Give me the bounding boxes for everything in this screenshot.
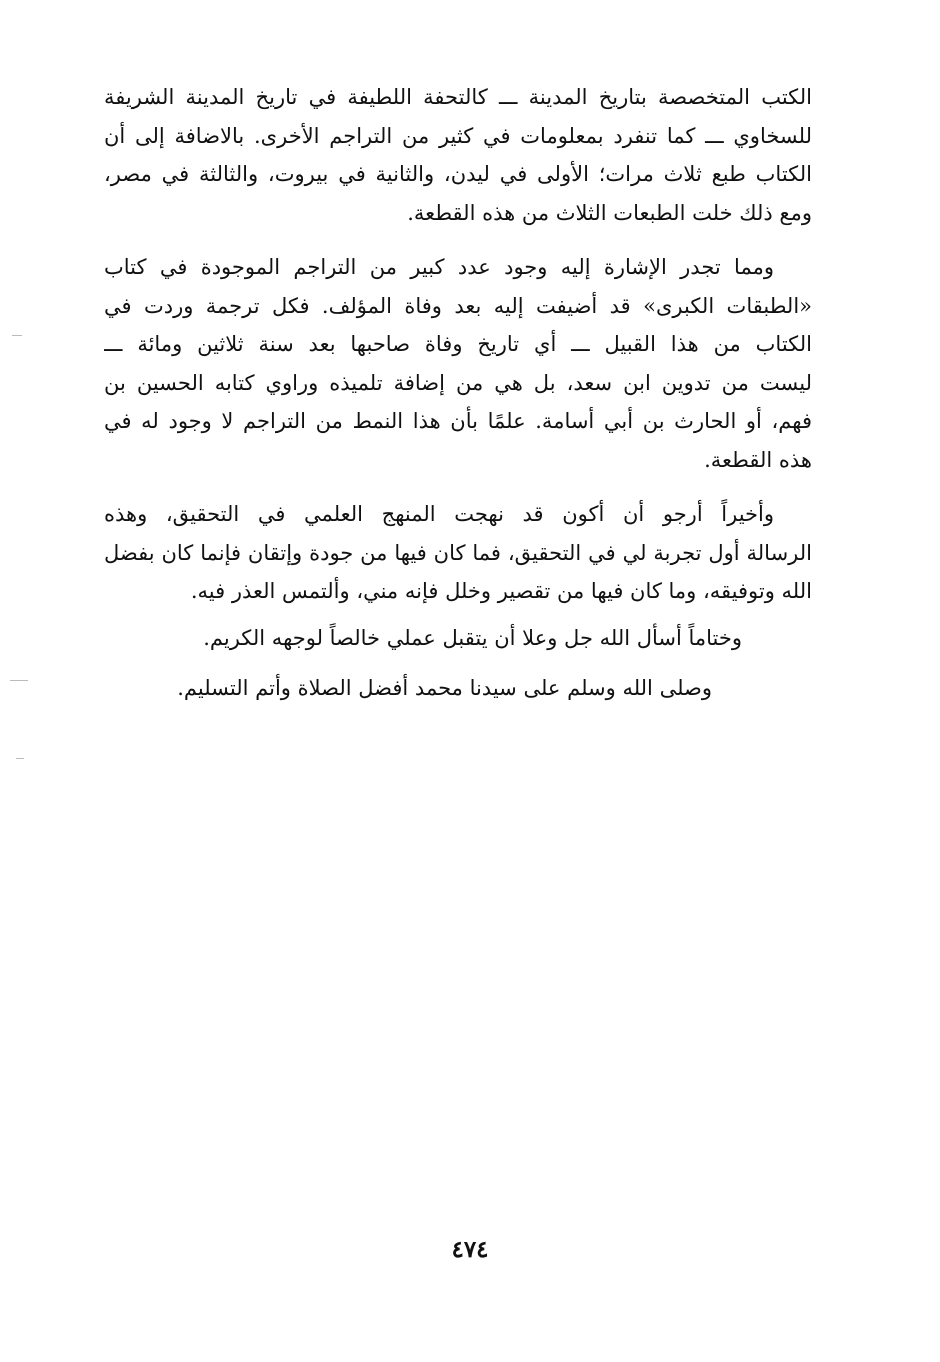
- text-line: الكتب المتخصصة بتاريخ المدينة ـــ كالتحفة اللطيفة في تاريخ المدينة الشريفة: [104, 85, 812, 109]
- closing-prayer: [104, 619, 812, 708]
- text-line: ومما تجدر الإشارة إليه وجود عدد كبير من التراجم الموجودة في كتاب: [104, 255, 774, 279]
- paragraph-additions: [104, 248, 812, 479]
- text-line: فهم، أو الحارث بن أبي أسامة. علمًا بأن هذا النمط من التراجم لا وجود له في: [104, 409, 812, 433]
- paragraph-conclusion: [104, 495, 812, 611]
- text-line: للسخاوي ـــ كما تنفرد بمعلومات في كثير من التراجم الأخرى. بالاضافة إلى أن: [104, 123, 812, 148]
- text-line: الله وتوفيقه، وما كان فيها من تقصير وخلل فإنه مني، وألتمس العذر فيه.: [190, 579, 812, 603]
- paragraph-sources: [104, 78, 812, 232]
- closing-line: وصلى الله وسلم على سيدنا محمد أفضل الصلاة وأتم التسليم.: [177, 676, 712, 700]
- text-line: «الطبقات الكبرى» قد أضيفت إليه بعد وفاة المؤلف. فكل ترجمة وردت في: [104, 293, 812, 318]
- text-line: وأخيراً أرجو أن أكون قد نهجت المنهج العلمي في التحقيق، وهذه: [104, 502, 774, 526]
- text-line: ومع ذلك خلت الطبعات الثلاث من هذه القطعة.: [407, 200, 812, 225]
- closing-line: وختاماً أسأل الله جل وعلا أن يتقبل عملي خالصاً لوجهه الكريم.: [203, 625, 742, 650]
- body-text: [104, 78, 812, 708]
- scan-mark: [16, 758, 24, 759]
- page-number: ٤٧٤: [451, 1236, 489, 1263]
- text-line: الكتاب من هذا القبيل ـــ أي تاريخ وفاة صاحبها بعد سنة ثلاثين ومائة ـــ: [104, 332, 812, 356]
- text-line: ليست من تدوين ابن سعد، بل هي من إضافة تلميذه وراوي كتابه الحسين بن: [104, 370, 812, 395]
- text-line: الكتاب طبع ثلاث مرات؛ الأولى في ليدن، والثانية في بيروت، والثالثة في مصر،: [104, 162, 812, 186]
- scan-mark: [10, 680, 28, 681]
- scan-mark: [12, 335, 22, 336]
- text-line: الرسالة أول تجربة لي في التحقيق، فما كان فيها من جودة وإتقان فإنما كان بفضل: [104, 540, 812, 565]
- text-line: هذه القطعة.: [704, 447, 812, 472]
